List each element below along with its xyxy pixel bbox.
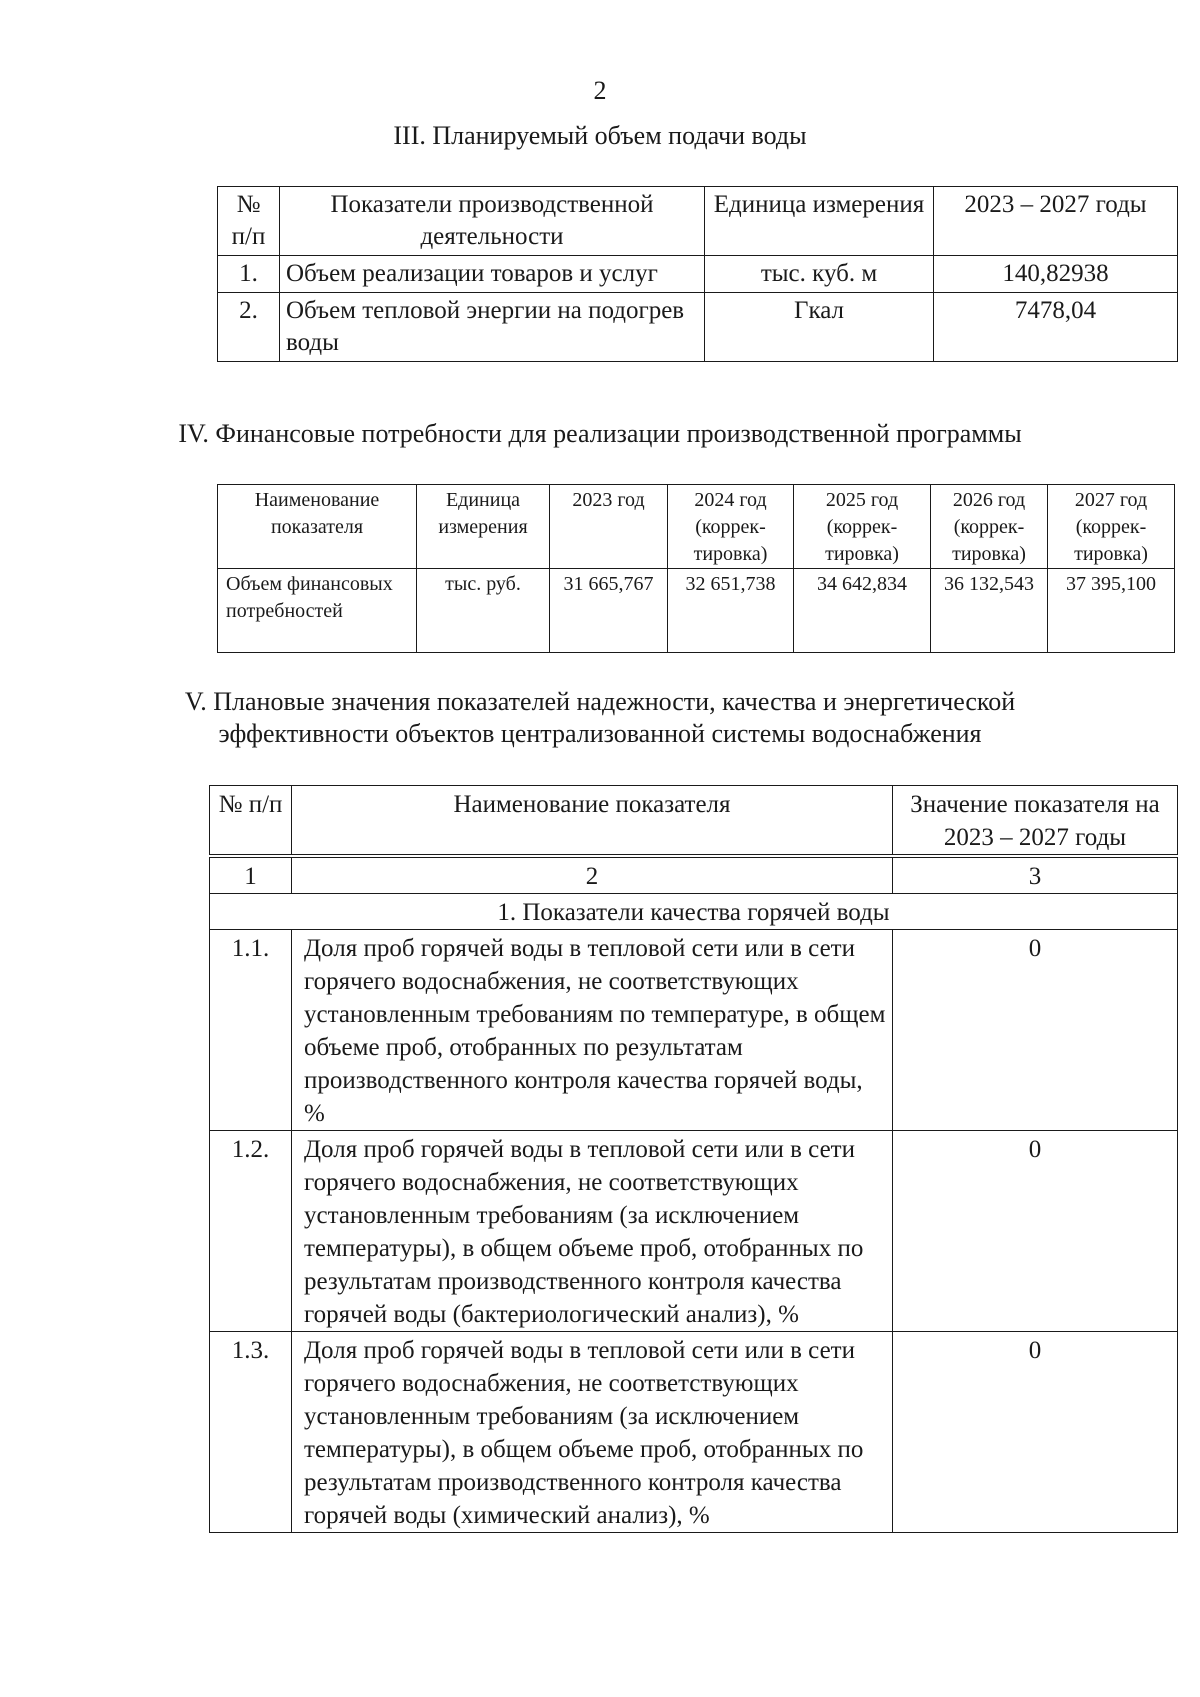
row-indicator-name: Доля проб горячей воды в тепловой сети или в сети горячего водоснабжения, не соответствующих установленным требованиям (за исключением температуры), в общем объеме проб, отобранных по результатам производственного контроля качества горячей воды (химический анализ), % [292,1332,893,1533]
row-value: 0 [893,1131,1178,1332]
header-period: 2023 – 2027 годы [934,187,1178,256]
header-unit: Единица измерения [417,485,550,569]
reliability-indicators-table [209,785,1178,1533]
section-4-title: IV. Финансовые потребности для реализации производственной программы [178,419,1022,448]
page-number: 2 [593,76,607,105]
row-value: 0 [893,930,1178,1131]
column-number: 3 [893,856,1178,894]
row-unit: тыс. руб. [417,569,550,653]
row-indicator-name: Доля проб горячей воды в тепловой сети или в сети горячего водоснабжения, не соответствующих установленным требованиям по температуре, в общем объеме проб, отобранных по результатам производственного контроля качества горячей воды, % [292,930,893,1131]
value-2026: 36 132,543 [931,569,1048,653]
row-num: 2. [218,293,280,362]
table-row [218,293,1178,362]
header-indicator-name: Наименование показателя [292,786,893,857]
header-year-2023: 2023 год [550,485,668,569]
header-year-2024: 2024 год (коррек-тировка) [668,485,794,569]
section-5-title [0,686,1200,750]
column-number: 1 [210,856,292,894]
table-header-row [210,786,1178,857]
row-num: 1.2. [210,1131,292,1332]
row-value: 0 [893,1332,1178,1533]
group-title: 1. Показатели качества горячей воды [210,894,1178,930]
header-num: № п/п [210,786,292,857]
group-row [210,894,1178,930]
table-row [218,569,1175,653]
value-2025: 34 642,834 [794,569,931,653]
column-number-row [210,856,1178,894]
column-number: 2 [292,856,893,894]
table-header-row [218,485,1175,569]
header-unit: Единица измерения [705,187,934,256]
supply-volume-table [217,186,1178,362]
header-num: № п/п [218,187,280,256]
row-indicator-name: Доля проб горячей воды в тепловой сети или в сети горячего водоснабжения, не соответствующих установленным требованиям (за исключением температуры), в общем объеме проб, отобранных по результатам производственного контроля качества горячей воды (бактериологический анализ), % [292,1131,893,1332]
header-indicator-name: Наименование показателя [218,485,417,569]
row-value: 7478,04 [934,293,1178,362]
section-5-title-line-2: эффективности объектов централизованной системы водоснабжения [218,719,982,748]
row-value: 140,82938 [934,256,1178,293]
row-num: 1.3. [210,1332,292,1533]
value-2023: 31 665,767 [550,569,668,653]
row-num: 1.1. [210,930,292,1131]
row-num: 1. [218,256,280,293]
section-3-title: III. Планируемый объем подачи воды [393,121,807,150]
header-year-2027: 2027 год (коррек-тировка) [1048,485,1175,569]
row-indicator: Объем тепловой энергии на подогрев воды [280,293,705,362]
header-indicator: Показатели производственной деятельности [280,187,705,256]
section-5-title-line-1: V. Плановые значения показателей надежности, качества и энергетической [184,687,1016,716]
row-indicator-name: Объем финансовых потребностей [218,569,417,653]
header-value: Значение показателя на 2023 – 2027 годы [893,786,1178,857]
header-year-2026: 2026 год (коррек-тировка) [931,485,1048,569]
row-unit: тыс. куб. м [705,256,934,293]
table-header-row [218,187,1178,256]
row-unit: Гкал [705,293,934,362]
header-year-2025: 2025 год (коррек-тировка) [794,485,931,569]
table-row [210,1131,1178,1332]
value-2027: 37 395,100 [1048,569,1175,653]
table-row [218,256,1178,293]
table-row [210,930,1178,1131]
table-row [210,1332,1178,1533]
financial-needs-table [217,484,1175,653]
row-indicator: Объем реализации товаров и услуг [280,256,705,293]
value-2024: 32 651,738 [668,569,794,653]
